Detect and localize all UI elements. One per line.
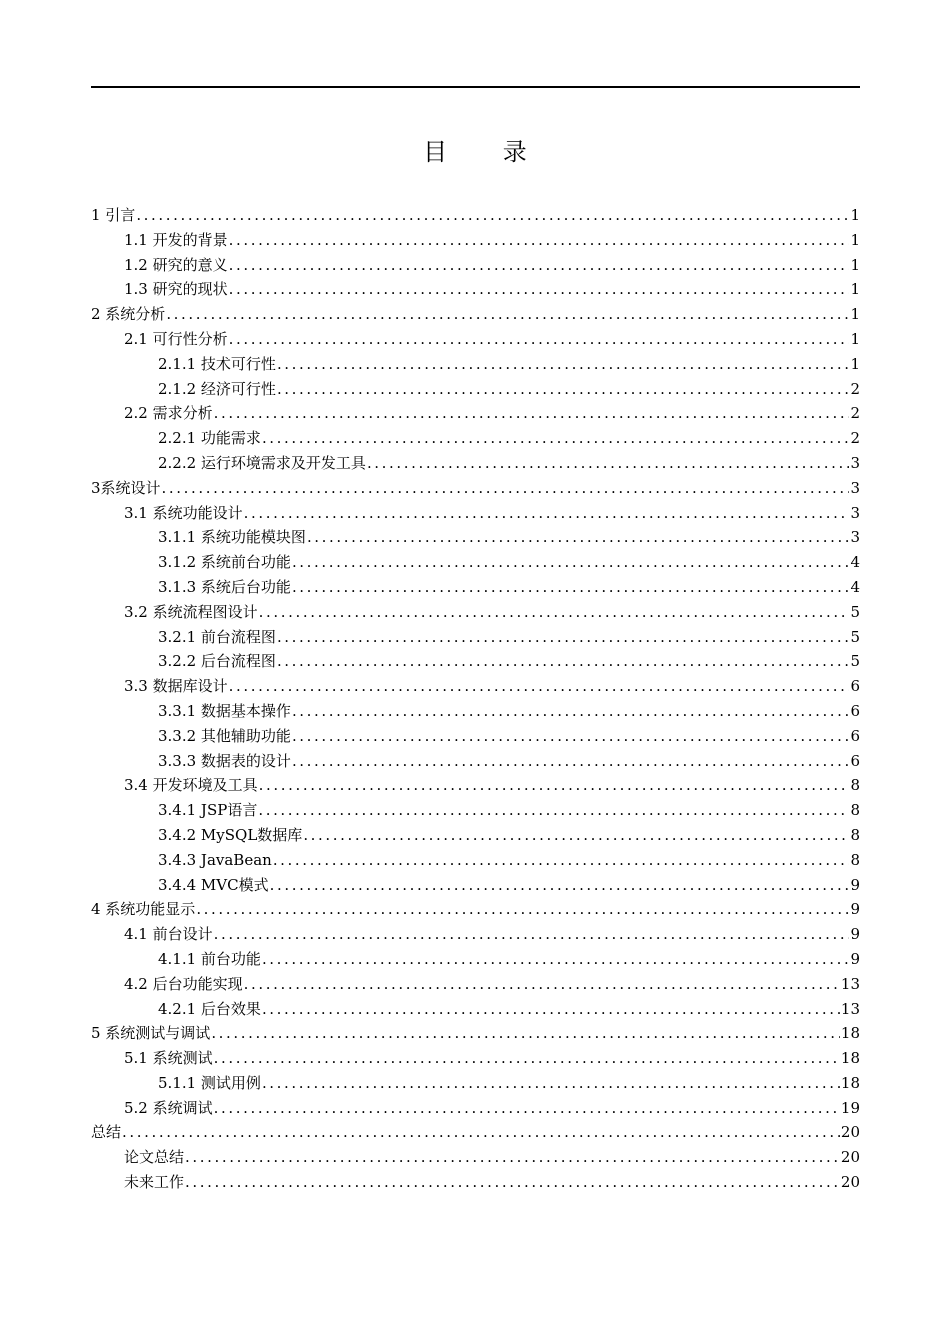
toc-entry-label: 5.1.1 测试用例 [158, 1073, 261, 1092]
dot-leader [229, 674, 850, 699]
toc-entry[interactable] [91, 600, 860, 625]
toc-entry-page-number: 5 [850, 627, 860, 646]
dot-leader [292, 749, 850, 774]
dot-leader [136, 203, 849, 228]
toc-entry-label: 3.2 系统流程图设计 [124, 602, 258, 621]
toc-entry-label: 2.1 可行性分析 [124, 329, 228, 348]
dot-leader [122, 1120, 840, 1145]
toc-entry[interactable] [91, 302, 860, 327]
toc-entry-label: 3.1.1 系统功能模块图 [158, 528, 306, 547]
toc-entry-page-number: 8 [850, 776, 860, 795]
toc-entry-page-number: 19 [840, 1098, 860, 1117]
toc-entry-page-number: 6 [850, 701, 860, 720]
toc-entry-label: 2.1.2 经济可行性 [158, 379, 276, 398]
toc-entry[interactable] [91, 922, 860, 947]
toc-entry-page-number: 2 [850, 404, 860, 423]
toc-entry-page-number: 5 [850, 602, 860, 621]
dot-leader [262, 426, 850, 451]
toc-entry[interactable] [91, 773, 860, 798]
toc-entry-label: 2.1.1 技术可行性 [158, 354, 276, 373]
toc-entry-page-number: 13 [840, 999, 860, 1018]
toc-entry[interactable] [91, 674, 860, 699]
toc-entry[interactable] [91, 798, 860, 823]
toc-entry-page-number: 4 [850, 553, 860, 572]
toc-entry-page-number: 20 [840, 1123, 860, 1142]
toc-title: 目 录 [423, 138, 551, 166]
toc-entry[interactable] [91, 997, 860, 1022]
toc-entry-page-number: 8 [850, 801, 860, 820]
dot-leader [273, 848, 850, 873]
toc-entry[interactable] [91, 1170, 860, 1195]
dot-leader [277, 625, 850, 650]
toc-entry[interactable] [91, 1071, 860, 1096]
toc-entry-label: 3.4 开发环境及工具 [124, 776, 258, 795]
toc-entry-page-number: 6 [850, 677, 860, 696]
toc-entry-page-number: 1 [850, 354, 860, 373]
toc-entry[interactable] [91, 352, 860, 377]
toc-entry-label: 3.1.2 系统前台功能 [158, 553, 291, 572]
toc-entry-label: 2 系统分析 [91, 305, 166, 324]
toc-entry[interactable] [91, 1021, 860, 1046]
toc-entry-page-number: 1 [850, 329, 860, 348]
toc-entry-label: 3.4.2 MySQL数据库 [158, 825, 303, 844]
toc-entry[interactable] [91, 426, 860, 451]
dot-leader [244, 972, 840, 997]
toc-entry-label: 1 引言 [91, 206, 136, 224]
toc-entry-label: 4.2 后台功能实现 [124, 974, 243, 993]
dot-leader [211, 1021, 840, 1046]
toc-entry-page-number: 8 [850, 850, 860, 869]
toc-entry-page-number: 3 [850, 453, 860, 472]
toc-entry-page-number: 1 [850, 305, 860, 324]
toc-entry-page-number: 1 [850, 230, 860, 249]
toc-entry-page-number: 20 [840, 1148, 860, 1167]
toc-entry[interactable] [91, 476, 860, 501]
toc-entry-label: 3.1.3 系统后台功能 [158, 577, 291, 596]
toc-entry-page-number: 8 [850, 825, 860, 844]
dot-leader [262, 947, 850, 972]
toc-entry-label: 4 系统功能显示 [91, 900, 196, 919]
toc-entry[interactable] [91, 625, 860, 650]
toc-entry-page-number: 1 [850, 255, 860, 274]
toc-entry[interactable] [91, 501, 860, 526]
toc-entry-page-number: 18 [840, 1073, 860, 1092]
toc-entry-page-number: 6 [850, 726, 860, 745]
toc-entry-label: 1.1 开发的背景 [124, 230, 228, 249]
toc-entry-label: 2.2 需求分析 [124, 404, 213, 423]
toc-entry-label: 5.1 系统测试 [124, 1049, 213, 1068]
toc-entry-page-number: 4 [850, 577, 860, 596]
toc-entry-label: 3.3.1 数据基本操作 [158, 701, 291, 720]
dot-leader [303, 823, 849, 848]
toc-entry-label: 4.1 前台设计 [124, 925, 213, 944]
toc-entry[interactable] [91, 972, 860, 997]
toc-entry[interactable] [91, 377, 860, 402]
dot-leader [262, 997, 840, 1022]
toc-entry[interactable] [91, 699, 860, 724]
dot-leader [185, 1145, 840, 1170]
dot-leader [229, 277, 850, 302]
dot-leader [229, 327, 850, 352]
toc-entry-label: 3.2.1 前台流程图 [158, 627, 276, 646]
toc-entry-page-number: 3 [850, 478, 860, 497]
toc-entry-page-number: 18 [840, 1049, 860, 1068]
toc-entry[interactable] [91, 749, 860, 774]
dot-leader [214, 401, 850, 426]
toc-entry[interactable] [91, 1120, 860, 1145]
toc-entry-label: 4.2.1 后台效果 [158, 999, 261, 1018]
dot-leader [277, 649, 850, 674]
toc-entry-label: 1.2 研究的意义 [124, 255, 228, 274]
dot-leader [214, 1046, 840, 1071]
toc-entry-page-number: 9 [850, 875, 860, 894]
dot-leader [277, 377, 850, 402]
toc-entry[interactable] [91, 947, 860, 972]
toc-entry[interactable] [91, 253, 860, 278]
toc-entry-label: 3.4.4 MVC模式 [158, 875, 269, 894]
dot-leader [292, 550, 850, 575]
toc-entry[interactable] [91, 228, 860, 253]
toc-entry-page-number: 9 [850, 949, 860, 968]
header-rule [91, 86, 860, 88]
dot-leader [307, 525, 850, 550]
toc-entry-label: 5 系统测试与调试 [91, 1024, 211, 1043]
dot-leader [214, 1096, 840, 1121]
dot-leader [262, 1071, 840, 1096]
toc-entry[interactable] [91, 203, 860, 228]
toc-entry-label: 总结 [91, 1123, 122, 1142]
toc-entry[interactable] [91, 1046, 860, 1071]
toc-entry-label: 3.3 数据库设计 [124, 677, 228, 696]
table-of-contents [91, 203, 860, 1195]
toc-entry-page-number: 3 [850, 528, 860, 547]
dot-leader [292, 724, 850, 749]
toc-entry-page-number: 2 [850, 379, 860, 398]
toc-entry-page-number: 9 [850, 925, 860, 944]
toc-entry-label: 1.3 研究的现状 [124, 280, 228, 299]
toc-entry[interactable] [91, 649, 860, 674]
toc-entry-label: 3.4.1 JSP语言 [158, 801, 258, 820]
toc-entry[interactable] [91, 873, 860, 898]
toc-entry-label: 2.2.1 功能需求 [158, 429, 261, 448]
toc-entry-page-number: 3 [850, 503, 860, 522]
toc-entry[interactable] [91, 550, 860, 575]
toc-entry[interactable] [91, 848, 860, 873]
dot-leader [270, 873, 850, 898]
dot-leader [258, 798, 849, 823]
toc-entry-label: 3.3.2 其他辅助功能 [158, 726, 291, 745]
toc-entry[interactable] [91, 575, 860, 600]
dot-leader [229, 253, 850, 278]
toc-entry[interactable] [91, 1145, 860, 1170]
toc-entry-page-number: 13 [840, 974, 860, 993]
toc-entry-page-number: 5 [850, 652, 860, 671]
toc-entry[interactable] [91, 897, 860, 922]
dot-leader [292, 575, 850, 600]
toc-entry-label: 论文总结 [124, 1148, 185, 1167]
toc-entry-page-number: 1 [850, 206, 860, 224]
dot-leader [162, 476, 850, 501]
dot-leader [277, 352, 850, 377]
toc-entry-page-number: 1 [850, 280, 860, 299]
toc-entry-label: 5.2 系统调试 [124, 1098, 213, 1117]
dot-leader [244, 501, 850, 526]
toc-entry[interactable] [91, 823, 860, 848]
toc-entry[interactable] [91, 327, 860, 352]
toc-entry[interactable] [91, 724, 860, 749]
toc-entry-label: 3.1 系统功能设计 [124, 503, 243, 522]
toc-entry-label: 4.1.1 前台功能 [158, 949, 261, 968]
toc-entry-label: 2.2.2 运行环境需求及开发工具 [158, 453, 366, 472]
dot-leader [214, 922, 850, 947]
dot-leader [196, 897, 849, 922]
toc-entry-label: 3.4.3 JavaBean [158, 850, 272, 869]
toc-entry-page-number: 9 [850, 900, 860, 919]
toc-entry-label: 3.3.3 数据表的设计 [158, 751, 291, 770]
toc-entry-label: 未来工作 [124, 1173, 185, 1192]
toc-entry-page-number: 6 [850, 751, 860, 770]
dot-leader [185, 1170, 840, 1195]
toc-entry-label: 3系统设计 [91, 478, 161, 497]
dot-leader [259, 773, 850, 798]
toc-entry[interactable] [91, 525, 860, 550]
toc-entry[interactable] [91, 1096, 860, 1121]
dot-leader [166, 302, 849, 327]
dot-leader [292, 699, 850, 724]
toc-entry[interactable] [91, 401, 860, 426]
dot-leader [367, 451, 850, 476]
toc-entry[interactable] [91, 451, 860, 476]
toc-entry-page-number: 20 [840, 1173, 860, 1192]
toc-entry[interactable] [91, 277, 860, 302]
toc-entry-page-number: 2 [850, 429, 860, 448]
toc-entry-label: 3.2.2 后台流程图 [158, 652, 276, 671]
dot-leader [229, 228, 850, 253]
dot-leader [259, 600, 850, 625]
toc-entry-page-number: 18 [840, 1024, 860, 1043]
